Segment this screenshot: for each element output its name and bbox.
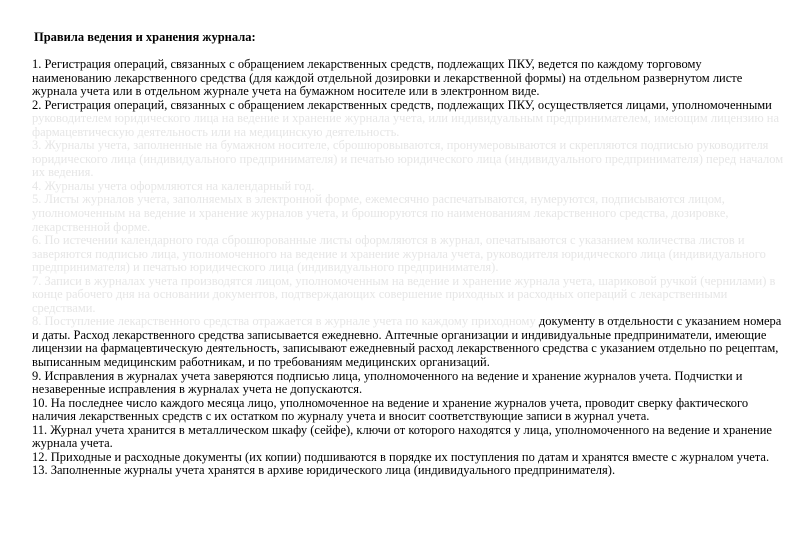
document	[32, 30, 784, 478]
rule-text-faded: 3. Журналы учета, заполненные на бумажном носителе, сброшюровываются, пронумеровываются и скрепляются подписью руководителя юридического лица (индивидуального предпринимателя) и печатью юридического лица (индивидуального предпринимателя) перед началом их ведения.	[32, 138, 784, 180]
rule-text: 10. На последнее число каждого месяца лицо, уполномоченное на ведение и хранение журналов учета, проводит сверку фактического наличия лекарственных средств с их остатком по журналу учета и вносит соответствующие записи в журнал учета.	[32, 395, 749, 424]
rule-item	[32, 58, 784, 99]
rule-item	[32, 275, 784, 316]
rule-text-faded: 6. По истечении календарного года сброшюрованные листы оформляются в журнал, опечатываются с указанием количества листов и заверяются подписью лица, уполномоченного на ведение и хранение журнала учета, руководителя юридического лица (индивидуального предпринимателя) и печатью юридического лица (индивидуального предпринимателя).	[32, 233, 766, 275]
rule-item	[32, 315, 784, 369]
rule-text-faded: 8. Поступление лекарственного средства отражается в журнале учета по каждому приходному	[32, 314, 536, 329]
rule-item	[32, 193, 784, 234]
rule-item	[32, 424, 784, 451]
rule-text: 13. Заполненные журналы учета хранятся в архиве юридического лица (индивидуального предпринимателя).	[32, 463, 616, 478]
rule-item	[32, 464, 784, 478]
rule-text-faded: 4. Журналы учета оформляются на календарный год.	[32, 178, 315, 193]
rule-text-faded: 7. Записи в журналах учета производятся лицом, уполномоченным на ведение и хранение журнала учета, шариковой ручкой (чернилами) в конце рабочего дня на основании документов, подтверждающих совершение приходных и расходных операций с лекарственными средствами.	[32, 273, 776, 315]
rule-item	[32, 451, 784, 465]
rule-item	[32, 234, 784, 275]
rule-text: 12. Приходные и расходные документы (их копии) подшиваются в порядке их поступления по датам и хранятся вместе с журналом учета.	[32, 449, 770, 464]
rule-text-faded: руководителем юридического лица на ведение и хранение журнала учета, или индивидуальным предпринимателем, имеющим лицензию на фармацевтическую деятельность или на медицинскую деятельность.	[32, 111, 780, 139]
document-title: Правила ведения и хранения журнала:	[34, 30, 256, 44]
rule-item	[32, 99, 784, 140]
rule-text-faded: 5. Листы журналов учета, заполняемых в электронной форме, ежемесячно распечатываются, нумеруются, подписываются лицом, уполномоченным на ведение и хранение журналов учета, и брошюруются по наименованиям лекарственного средства, дозировке, лекарственной форме.	[32, 192, 729, 234]
rule-item	[32, 370, 784, 397]
rule-text: документу в отдельности с указанием номера и даты. Расход лекарственного средства записывается ежедневно. Аптечные организации и индивидуальные предприниматели, имеющие лицензии на фармацевтическую деятельность, записывают ежедневный расход лекарственного средства с указанием отдельно по рецептам, выписанным медицинским работникам, и по требованиям медицинских организаций.	[32, 314, 782, 370]
rule-text: 1. Регистрация операций, связанных с обращением лекарственных средств, подлежащих ПКУ, ведется по каждому торговому наименованию лекарственного средства (для каждой отдельной дозировки и лекарственной формы) на отдельном развернутом листе журнала учета или в отдельном журнале учета на бумажном носителе или в электронном виде.	[32, 57, 743, 99]
rule-text: 2. Регистрация операций, связанных с обращением лекарственных средств, подлежащих ПКУ, осуществляется лицами, уполномоченными	[32, 97, 772, 112]
rule-item	[32, 139, 784, 180]
rules-list	[32, 58, 784, 478]
rule-text: 9. Исправления в журналах учета заверяются подписью лица, уполномоченного на ведение и хранение журналов учета. Подчистки и незаверенные исправления в журналах учета не допускаются.	[32, 368, 743, 397]
rule-item	[32, 180, 784, 194]
rule-item	[32, 397, 784, 424]
rule-text: 11. Журнал учета хранится в металлическом шкафу (сейфе), ключи от которого находятся у лица, уполномоченного на ведение и хранение журнала учета.	[32, 422, 772, 451]
